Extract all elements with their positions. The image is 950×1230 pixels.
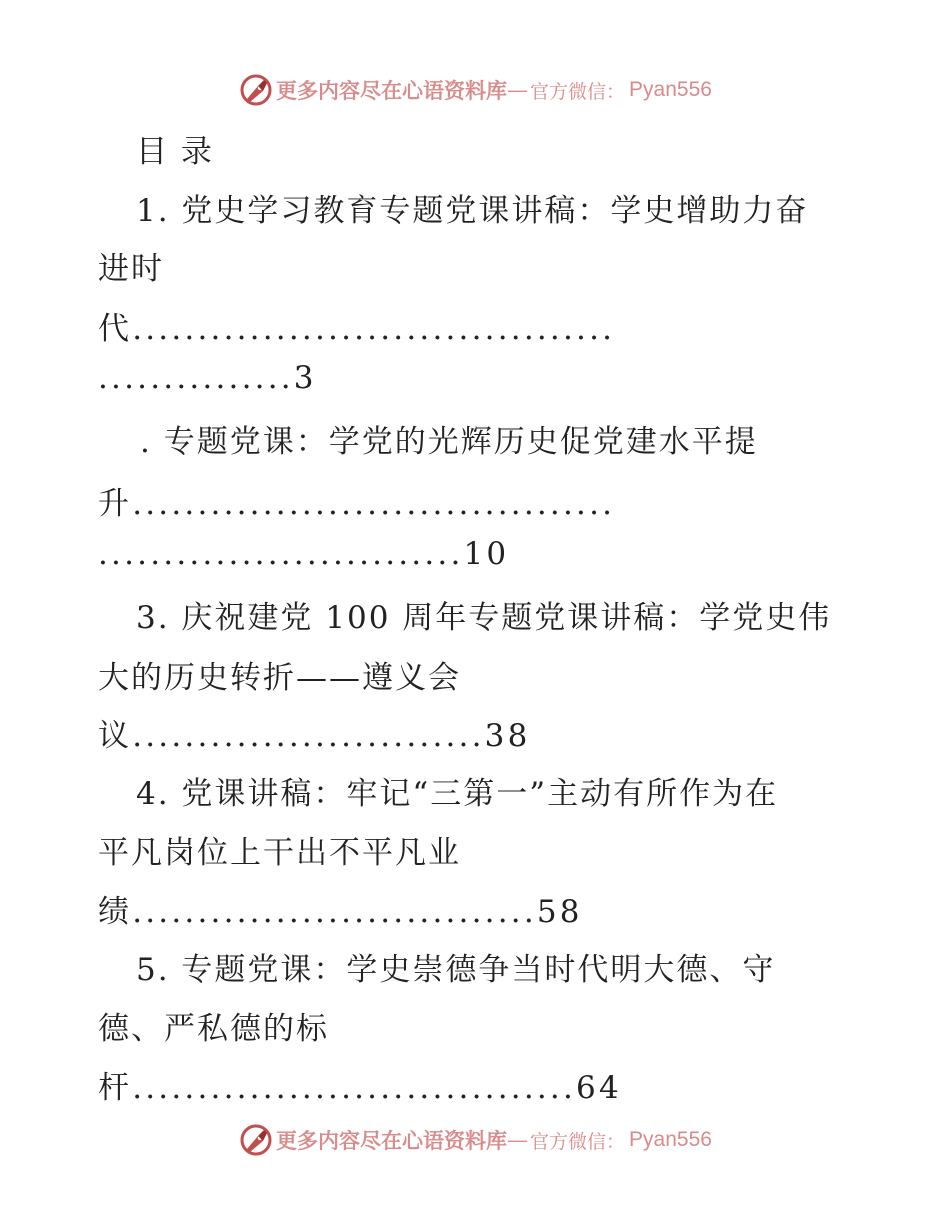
watermark-id: Pyan556 (629, 1128, 712, 1151)
toc-dots-line: 杆..................................64 (98, 1070, 622, 1106)
toc-line: 5. 专题党课：学史崇德争当时代明大德、守 (136, 952, 776, 988)
toc-dots-line: 绩...............................58 (98, 894, 583, 930)
watermark-footer (0, 1122, 950, 1158)
toc-line: 德、严私德的标 (98, 1011, 329, 1047)
watermark-separator: — (507, 78, 529, 102)
watermark-text: 更多内容尽在心语资料库 (276, 1128, 508, 1153)
toc-line: . 专题党课：学党的光辉历史促党建水平提 (140, 424, 758, 460)
toc-dots-line: ............................10 (98, 536, 510, 572)
toc-line: 1. 党史学习教育专题党课讲稿：学史增助力奋 (136, 193, 809, 229)
toc-line: 平凡岗位上干出不平凡业 (98, 835, 461, 871)
watermark-header (0, 72, 950, 108)
toc-dots-line: 升..................................... (98, 486, 616, 522)
toc-heading: 目 录 (136, 134, 214, 170)
watermark-separator: — (507, 1128, 529, 1152)
watermark-id: Pyan556 (629, 78, 712, 101)
toc-dots-line: 代..................................... (98, 311, 616, 347)
toc-line: 大的历史转折——遵义会 (98, 660, 461, 696)
pen-nib-logo-icon (238, 1122, 274, 1158)
toc-line: 3. 庆祝建党 100 周年专题党课讲稿：学党史伟 (136, 600, 832, 636)
watermark-label: 官方微信： (530, 1130, 626, 1153)
toc-line: 进时 (98, 251, 164, 287)
watermark-text: 更多内容尽在心语资料库 (276, 78, 508, 103)
pen-nib-logo-icon (238, 72, 274, 108)
watermark-label: 官方微信： (530, 80, 626, 103)
toc-dots-line: 议...........................38 (98, 718, 531, 754)
toc-dots-line: ...............3 (98, 360, 317, 396)
toc-line: 4. 党课讲稿：牢记“三第一”主动有所作为在 (136, 776, 779, 812)
